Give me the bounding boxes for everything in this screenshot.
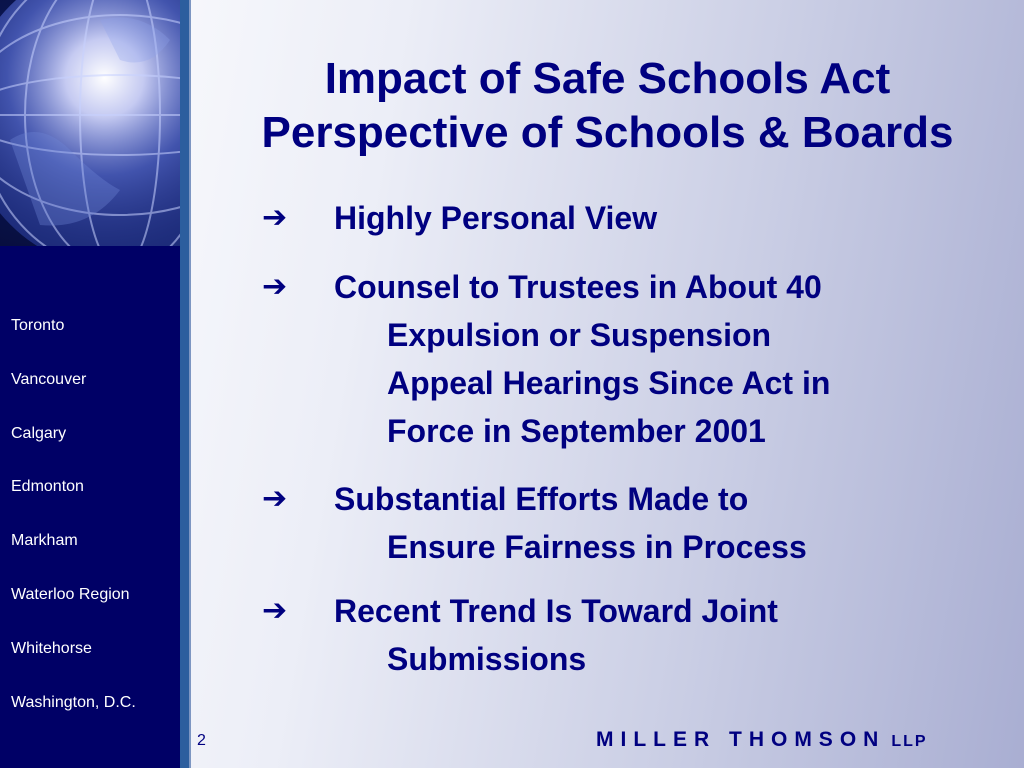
page-number: 2 [197, 732, 206, 749]
bullet-text: Recent Trend Is Toward Joint [334, 593, 778, 629]
globe-image [0, 0, 180, 246]
arrow-right-icon: ➔ [262, 482, 288, 515]
brand-logo [596, 728, 928, 752]
bullet-text: Highly Personal View [334, 200, 658, 236]
office-item-washington-dc: Washington, D.C. [11, 693, 136, 711]
brand-name: MILLER THOMSON [596, 728, 886, 751]
bullet-text: Counsel to Trustees in About 40 [334, 269, 822, 305]
sidebar-divider [180, 0, 189, 768]
office-item-toronto: Toronto [11, 317, 65, 334]
slide-title [191, 52, 1024, 160]
slide-title-line-1: Impact of Safe Schools Act [324, 54, 891, 103]
bullet-text-continuation: Ensure Fairness in Process [387, 529, 807, 565]
office-item-waterloo-region: Waterloo Region [11, 585, 130, 603]
slide-title-line-2: Perspective of Schools & Boards [261, 108, 954, 157]
office-list [11, 312, 136, 742]
bullet-text-continuation: Submissions [387, 641, 587, 677]
bullet-text-continuation: Force in September 2001 [387, 413, 766, 449]
office-item-calgary: Calgary [11, 424, 67, 442]
arrow-right-icon: ➔ [262, 270, 288, 303]
office-item-markham: Markham [11, 532, 78, 550]
office-item-whitehorse: Whitehorse [11, 639, 92, 657]
bullet-text-continuation: Appeal Hearings Since Act in [387, 365, 831, 401]
office-item-vancouver: Vancouver [11, 370, 87, 388]
office-item-edmonton: Edmonton [11, 478, 84, 496]
bullet-text-continuation: Expulsion or Suspension [387, 317, 772, 353]
bullet-text: Substantial Efforts Made to [334, 481, 749, 517]
arrow-right-icon: ➔ [262, 594, 288, 627]
brand-suffix: LLP [891, 733, 928, 750]
arrow-right-icon: ➔ [262, 201, 288, 234]
sidebar [0, 0, 180, 768]
